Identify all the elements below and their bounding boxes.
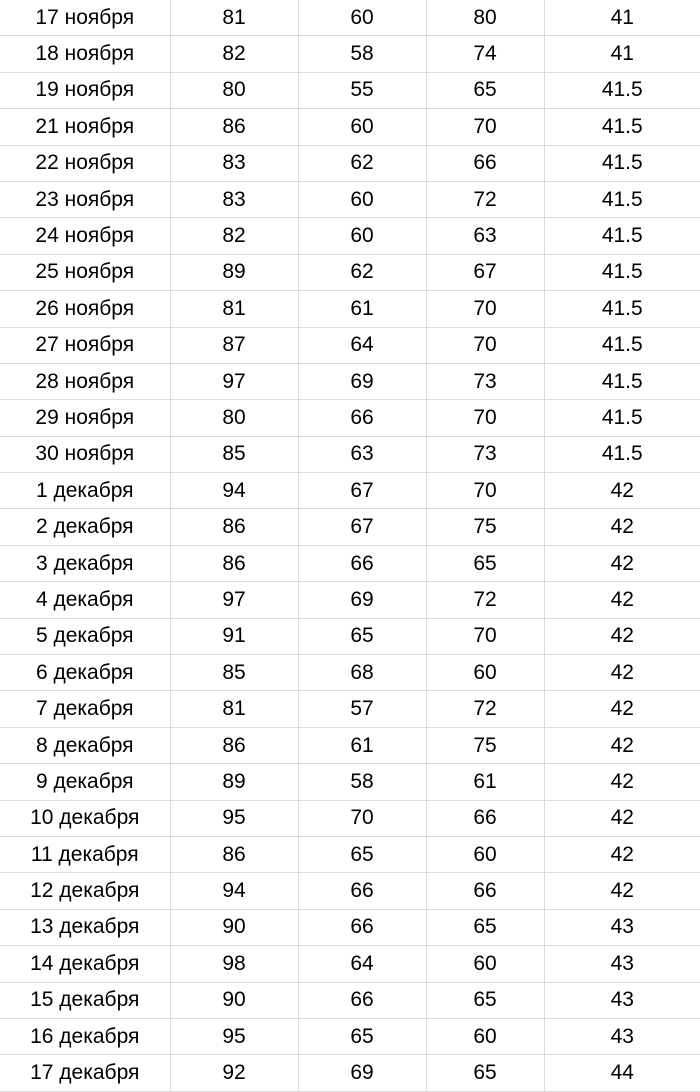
- table-row[interactable]: [0, 0, 700, 36]
- value-4-cell[interactable]: 41.5: [544, 436, 700, 472]
- value-2-cell[interactable]: 66: [298, 873, 426, 909]
- value-3-cell[interactable]: 70: [426, 473, 544, 509]
- value-3-cell[interactable]: 72: [426, 181, 544, 217]
- date-cell[interactable]: 17 ноября: [0, 0, 170, 36]
- value-3-cell[interactable]: 70: [426, 291, 544, 327]
- value-4-cell[interactable]: 42: [544, 836, 700, 872]
- value-1-cell[interactable]: 98: [170, 946, 298, 982]
- value-4-cell[interactable]: 42: [544, 473, 700, 509]
- value-1-cell[interactable]: 89: [170, 254, 298, 290]
- table-row[interactable]: [0, 1055, 700, 1091]
- table-row[interactable]: [0, 436, 700, 472]
- value-3-cell[interactable]: 66: [426, 873, 544, 909]
- value-2-cell[interactable]: 68: [298, 655, 426, 691]
- date-cell[interactable]: 7 декабря: [0, 691, 170, 727]
- value-1-cell[interactable]: 83: [170, 145, 298, 181]
- value-1-cell[interactable]: 95: [170, 1018, 298, 1054]
- date-cell[interactable]: 23 ноября: [0, 181, 170, 217]
- value-2-cell[interactable]: 57: [298, 691, 426, 727]
- value-1-cell[interactable]: 86: [170, 509, 298, 545]
- date-cell[interactable]: 29 ноября: [0, 400, 170, 436]
- date-cell[interactable]: 6 декабря: [0, 655, 170, 691]
- value-2-cell[interactable]: 69: [298, 363, 426, 399]
- value-1-cell[interactable]: 94: [170, 473, 298, 509]
- value-2-cell[interactable]: 61: [298, 291, 426, 327]
- table-row[interactable]: [0, 36, 700, 72]
- date-cell[interactable]: 1 декабря: [0, 473, 170, 509]
- value-3-cell[interactable]: 73: [426, 436, 544, 472]
- table-row[interactable]: [0, 618, 700, 654]
- value-1-cell[interactable]: 86: [170, 545, 298, 581]
- value-2-cell[interactable]: 65: [298, 836, 426, 872]
- value-1-cell[interactable]: 80: [170, 72, 298, 108]
- value-1-cell[interactable]: 89: [170, 764, 298, 800]
- date-cell[interactable]: 26 ноября: [0, 291, 170, 327]
- value-1-cell[interactable]: 91: [170, 618, 298, 654]
- date-cell[interactable]: 27 ноября: [0, 327, 170, 363]
- value-2-cell[interactable]: 66: [298, 982, 426, 1018]
- value-1-cell[interactable]: 90: [170, 982, 298, 1018]
- value-4-cell[interactable]: 41.5: [544, 218, 700, 254]
- value-2-cell[interactable]: 65: [298, 1018, 426, 1054]
- value-3-cell[interactable]: 70: [426, 109, 544, 145]
- value-4-cell[interactable]: 42: [544, 618, 700, 654]
- value-4-cell[interactable]: 42: [544, 509, 700, 545]
- date-cell[interactable]: 22 ноября: [0, 145, 170, 181]
- value-4-cell[interactable]: 41: [544, 0, 700, 36]
- value-1-cell[interactable]: 83: [170, 181, 298, 217]
- table-row[interactable]: [0, 836, 700, 872]
- value-4-cell[interactable]: 44: [544, 1055, 700, 1091]
- value-1-cell[interactable]: 95: [170, 800, 298, 836]
- date-cell[interactable]: 12 декабря: [0, 873, 170, 909]
- value-4-cell[interactable]: 42: [544, 545, 700, 581]
- value-3-cell[interactable]: 63: [426, 218, 544, 254]
- table-row[interactable]: [0, 909, 700, 945]
- table-row[interactable]: [0, 727, 700, 763]
- value-3-cell[interactable]: 73: [426, 363, 544, 399]
- date-cell[interactable]: 25 ноября: [0, 254, 170, 290]
- table-row[interactable]: [0, 400, 700, 436]
- value-3-cell[interactable]: 65: [426, 909, 544, 945]
- value-4-cell[interactable]: 41.5: [544, 254, 700, 290]
- table-row[interactable]: [0, 181, 700, 217]
- value-1-cell[interactable]: 86: [170, 727, 298, 763]
- value-1-cell[interactable]: 81: [170, 691, 298, 727]
- date-cell[interactable]: 30 ноября: [0, 436, 170, 472]
- date-cell[interactable]: 5 декабря: [0, 618, 170, 654]
- value-2-cell[interactable]: 65: [298, 618, 426, 654]
- value-2-cell[interactable]: 67: [298, 509, 426, 545]
- value-1-cell[interactable]: 85: [170, 655, 298, 691]
- table-row[interactable]: [0, 509, 700, 545]
- value-3-cell[interactable]: 75: [426, 727, 544, 763]
- date-cell[interactable]: 19 ноября: [0, 72, 170, 108]
- table-row[interactable]: [0, 363, 700, 399]
- value-3-cell[interactable]: 74: [426, 36, 544, 72]
- date-cell[interactable]: 16 декабря: [0, 1018, 170, 1054]
- date-cell[interactable]: 9 декабря: [0, 764, 170, 800]
- value-4-cell[interactable]: 41.5: [544, 363, 700, 399]
- value-4-cell[interactable]: 43: [544, 982, 700, 1018]
- value-3-cell[interactable]: 67: [426, 254, 544, 290]
- table-row[interactable]: [0, 145, 700, 181]
- table-row[interactable]: [0, 582, 700, 618]
- date-cell[interactable]: 28 ноября: [0, 363, 170, 399]
- date-cell[interactable]: 21 ноября: [0, 109, 170, 145]
- value-1-cell[interactable]: 97: [170, 582, 298, 618]
- value-2-cell[interactable]: 66: [298, 909, 426, 945]
- value-2-cell[interactable]: 55: [298, 72, 426, 108]
- table-row[interactable]: [0, 109, 700, 145]
- value-1-cell[interactable]: 81: [170, 291, 298, 327]
- value-3-cell[interactable]: 72: [426, 691, 544, 727]
- table-row[interactable]: [0, 873, 700, 909]
- value-2-cell[interactable]: 64: [298, 327, 426, 363]
- value-2-cell[interactable]: 58: [298, 36, 426, 72]
- value-2-cell[interactable]: 61: [298, 727, 426, 763]
- value-4-cell[interactable]: 41.5: [544, 145, 700, 181]
- table-row[interactable]: [0, 72, 700, 108]
- value-4-cell[interactable]: 42: [544, 582, 700, 618]
- value-1-cell[interactable]: 87: [170, 327, 298, 363]
- date-cell[interactable]: 4 декабря: [0, 582, 170, 618]
- table-row[interactable]: [0, 545, 700, 581]
- value-3-cell[interactable]: 61: [426, 764, 544, 800]
- value-1-cell[interactable]: 92: [170, 1055, 298, 1091]
- value-4-cell[interactable]: 41.5: [544, 181, 700, 217]
- value-3-cell[interactable]: 65: [426, 1055, 544, 1091]
- value-2-cell[interactable]: 60: [298, 109, 426, 145]
- table-row[interactable]: [0, 946, 700, 982]
- table-row[interactable]: [0, 982, 700, 1018]
- value-3-cell[interactable]: 70: [426, 400, 544, 436]
- value-2-cell[interactable]: 63: [298, 436, 426, 472]
- value-3-cell[interactable]: 70: [426, 327, 544, 363]
- value-1-cell[interactable]: 82: [170, 36, 298, 72]
- value-3-cell[interactable]: 60: [426, 946, 544, 982]
- value-4-cell[interactable]: 42: [544, 691, 700, 727]
- date-cell[interactable]: 11 декабря: [0, 836, 170, 872]
- value-4-cell[interactable]: 42: [544, 764, 700, 800]
- value-3-cell[interactable]: 80: [426, 0, 544, 36]
- value-2-cell[interactable]: 62: [298, 145, 426, 181]
- value-1-cell[interactable]: 82: [170, 218, 298, 254]
- value-4-cell[interactable]: 43: [544, 909, 700, 945]
- value-3-cell[interactable]: 60: [426, 655, 544, 691]
- value-3-cell[interactable]: 66: [426, 800, 544, 836]
- value-3-cell[interactable]: 60: [426, 1018, 544, 1054]
- table-row[interactable]: [0, 473, 700, 509]
- value-4-cell[interactable]: 41.5: [544, 291, 700, 327]
- value-3-cell[interactable]: 75: [426, 509, 544, 545]
- date-cell[interactable]: 18 ноября: [0, 36, 170, 72]
- table-row[interactable]: [0, 218, 700, 254]
- value-2-cell[interactable]: 60: [298, 181, 426, 217]
- value-2-cell[interactable]: 60: [298, 218, 426, 254]
- value-1-cell[interactable]: 80: [170, 400, 298, 436]
- date-cell[interactable]: 13 декабря: [0, 909, 170, 945]
- value-3-cell[interactable]: 72: [426, 582, 544, 618]
- table-row[interactable]: [0, 254, 700, 290]
- value-2-cell[interactable]: 67: [298, 473, 426, 509]
- value-2-cell[interactable]: 60: [298, 0, 426, 36]
- value-1-cell[interactable]: 90: [170, 909, 298, 945]
- value-2-cell[interactable]: 69: [298, 582, 426, 618]
- value-4-cell[interactable]: 42: [544, 873, 700, 909]
- value-2-cell[interactable]: 58: [298, 764, 426, 800]
- value-2-cell[interactable]: 66: [298, 545, 426, 581]
- value-4-cell[interactable]: 41.5: [544, 327, 700, 363]
- date-cell[interactable]: 3 декабря: [0, 545, 170, 581]
- value-4-cell[interactable]: 41: [544, 36, 700, 72]
- value-4-cell[interactable]: 41.5: [544, 109, 700, 145]
- value-4-cell[interactable]: 41.5: [544, 72, 700, 108]
- value-3-cell[interactable]: 66: [426, 145, 544, 181]
- value-3-cell[interactable]: 65: [426, 545, 544, 581]
- date-cell[interactable]: 8 декабря: [0, 727, 170, 763]
- value-3-cell[interactable]: 60: [426, 836, 544, 872]
- value-2-cell[interactable]: 70: [298, 800, 426, 836]
- value-4-cell[interactable]: 41.5: [544, 400, 700, 436]
- date-cell[interactable]: 17 декабря: [0, 1055, 170, 1091]
- value-4-cell[interactable]: 42: [544, 800, 700, 836]
- value-1-cell[interactable]: 85: [170, 436, 298, 472]
- value-2-cell[interactable]: 66: [298, 400, 426, 436]
- date-cell[interactable]: 24 ноября: [0, 218, 170, 254]
- table-row[interactable]: [0, 327, 700, 363]
- value-2-cell[interactable]: 69: [298, 1055, 426, 1091]
- date-cell[interactable]: 15 декабря: [0, 982, 170, 1018]
- table-row[interactable]: [0, 291, 700, 327]
- value-1-cell[interactable]: 86: [170, 109, 298, 145]
- value-1-cell[interactable]: 97: [170, 363, 298, 399]
- value-4-cell[interactable]: 43: [544, 1018, 700, 1054]
- table-row[interactable]: [0, 1018, 700, 1054]
- value-2-cell[interactable]: 64: [298, 946, 426, 982]
- table-row[interactable]: [0, 655, 700, 691]
- date-cell[interactable]: 10 декабря: [0, 800, 170, 836]
- table-row[interactable]: [0, 764, 700, 800]
- value-4-cell[interactable]: 42: [544, 727, 700, 763]
- value-4-cell[interactable]: 42: [544, 655, 700, 691]
- value-3-cell[interactable]: 70: [426, 618, 544, 654]
- value-3-cell[interactable]: 65: [426, 72, 544, 108]
- date-cell[interactable]: 2 декабря: [0, 509, 170, 545]
- value-3-cell[interactable]: 65: [426, 982, 544, 1018]
- table-row[interactable]: [0, 691, 700, 727]
- value-1-cell[interactable]: 81: [170, 0, 298, 36]
- value-1-cell[interactable]: 86: [170, 836, 298, 872]
- value-1-cell[interactable]: 94: [170, 873, 298, 909]
- date-cell[interactable]: 14 декабря: [0, 946, 170, 982]
- value-4-cell[interactable]: 43: [544, 946, 700, 982]
- value-2-cell[interactable]: 62: [298, 254, 426, 290]
- table-row[interactable]: [0, 800, 700, 836]
